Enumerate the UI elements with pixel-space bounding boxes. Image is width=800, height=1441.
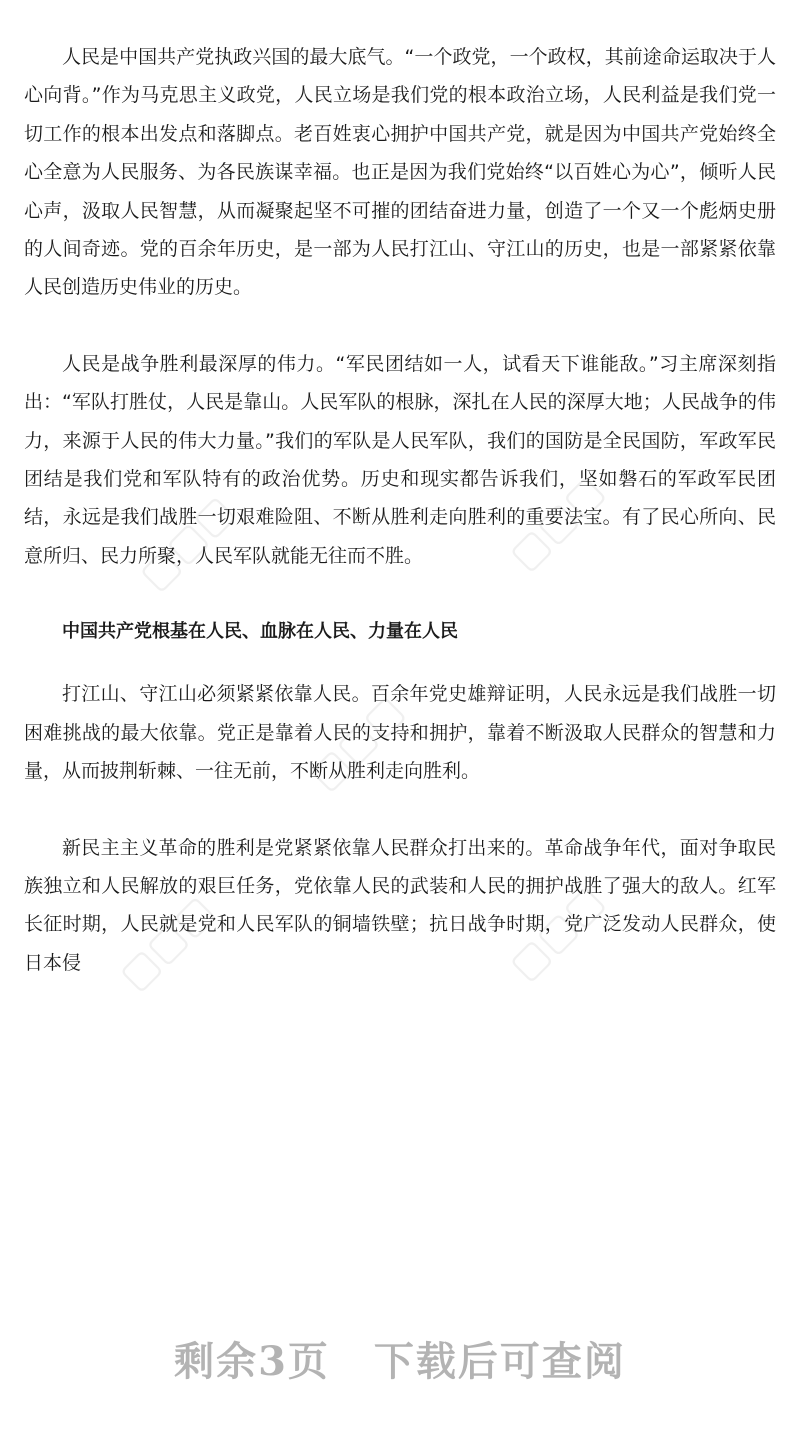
download-to-view-text: 下载后可查阅 xyxy=(373,1338,626,1385)
paragraph-gap xyxy=(24,575,776,613)
watermark-logo: ▢▢▢ xyxy=(300,686,414,800)
article-body xyxy=(24,38,776,982)
download-prompt[interactable] xyxy=(0,1330,800,1387)
paragraph-gap xyxy=(24,791,776,829)
remaining-pages-text: 剩余3页 xyxy=(174,1338,330,1385)
watermark-logo: ▢▢▢ xyxy=(110,886,224,1000)
paragraph-4: 新民主主义革命的胜利是党紧紧依靠人民群众打出来的。革命战争年代，面对争取民族独立和人民解放的艰巨任务，党依靠人民的武装和人民的拥护战胜了强大的敌人。红军长征时期，人民就是党和人民军队的铜墙铁壁；抗日战争时期，党广泛发动人民群众，使日本侵 xyxy=(24,836,776,974)
watermark-logo: ▢▢▢ xyxy=(130,486,244,600)
paragraph-3: 打江山、守江山必须紧紧依靠人民。百余年党史雄辩证明，人民永远是我们战胜一切困难挑战的最大依靠。党正是靠着人民的支持和拥护，靠着不断汲取人民群众的智慧和力量，从而披荆斩棘、一往无前，不断从胜利走向胜利。 xyxy=(24,683,776,783)
paragraph-gap xyxy=(24,651,776,675)
watermark-logo: ▢▢▢ xyxy=(500,876,614,990)
paragraph-1: 人民是中国共产党执政兴国的最大底气。“一个政党，一个政权，其前途命运取决于人心向背。”作为马克思主义政党，人民立场是我们党的根本政治立场，人民利益是我们党一切工作的根本出发点和落脚点。老百姓衷心拥护中国共产党，就是因为中国共产党始终全心全意为人民服务、为各民族谋幸福。也正是因为我们党始终“以百姓心为心”，倾听人民心声，汲取人民智慧，从而凝聚起坚不可摧的团结奋进力量，创造了一个又一个彪炳史册的人间奇迹。党的百余年历史，是一部为人民打江山、守江山的历史，也是一部紧紧依靠人民创造历史伟业的历史。 xyxy=(24,46,776,299)
paragraph-gap xyxy=(24,307,776,345)
paragraph-2: 人民是战争胜利最深厚的伟力。“军民团结如一人，试看天下谁能敌。”习主席深刻指出：“军队打胜仗，人民是靠山。人民军队的根脉，深扎在人民的深厚大地；人民战争的伟力，来源于人民的伟大力量。”我们的军队是人民军队，我们的国防是全民国防，军政军民团结是我们党和军队特有的政治优势。历史和现实都告诉我们，坚如磐石的军政军民团结，永远是我们战胜一切艰难险阻、不断从胜利走向胜利的重要法宝。有了民心所向、民意所归、民力所聚，人民军队就能无往而不胜。 xyxy=(24,352,776,567)
watermark-logo: ▢▢▢ xyxy=(500,466,614,580)
section-heading: 中国共产党根基在人民、血脉在人民、力量在人民 xyxy=(62,621,458,643)
